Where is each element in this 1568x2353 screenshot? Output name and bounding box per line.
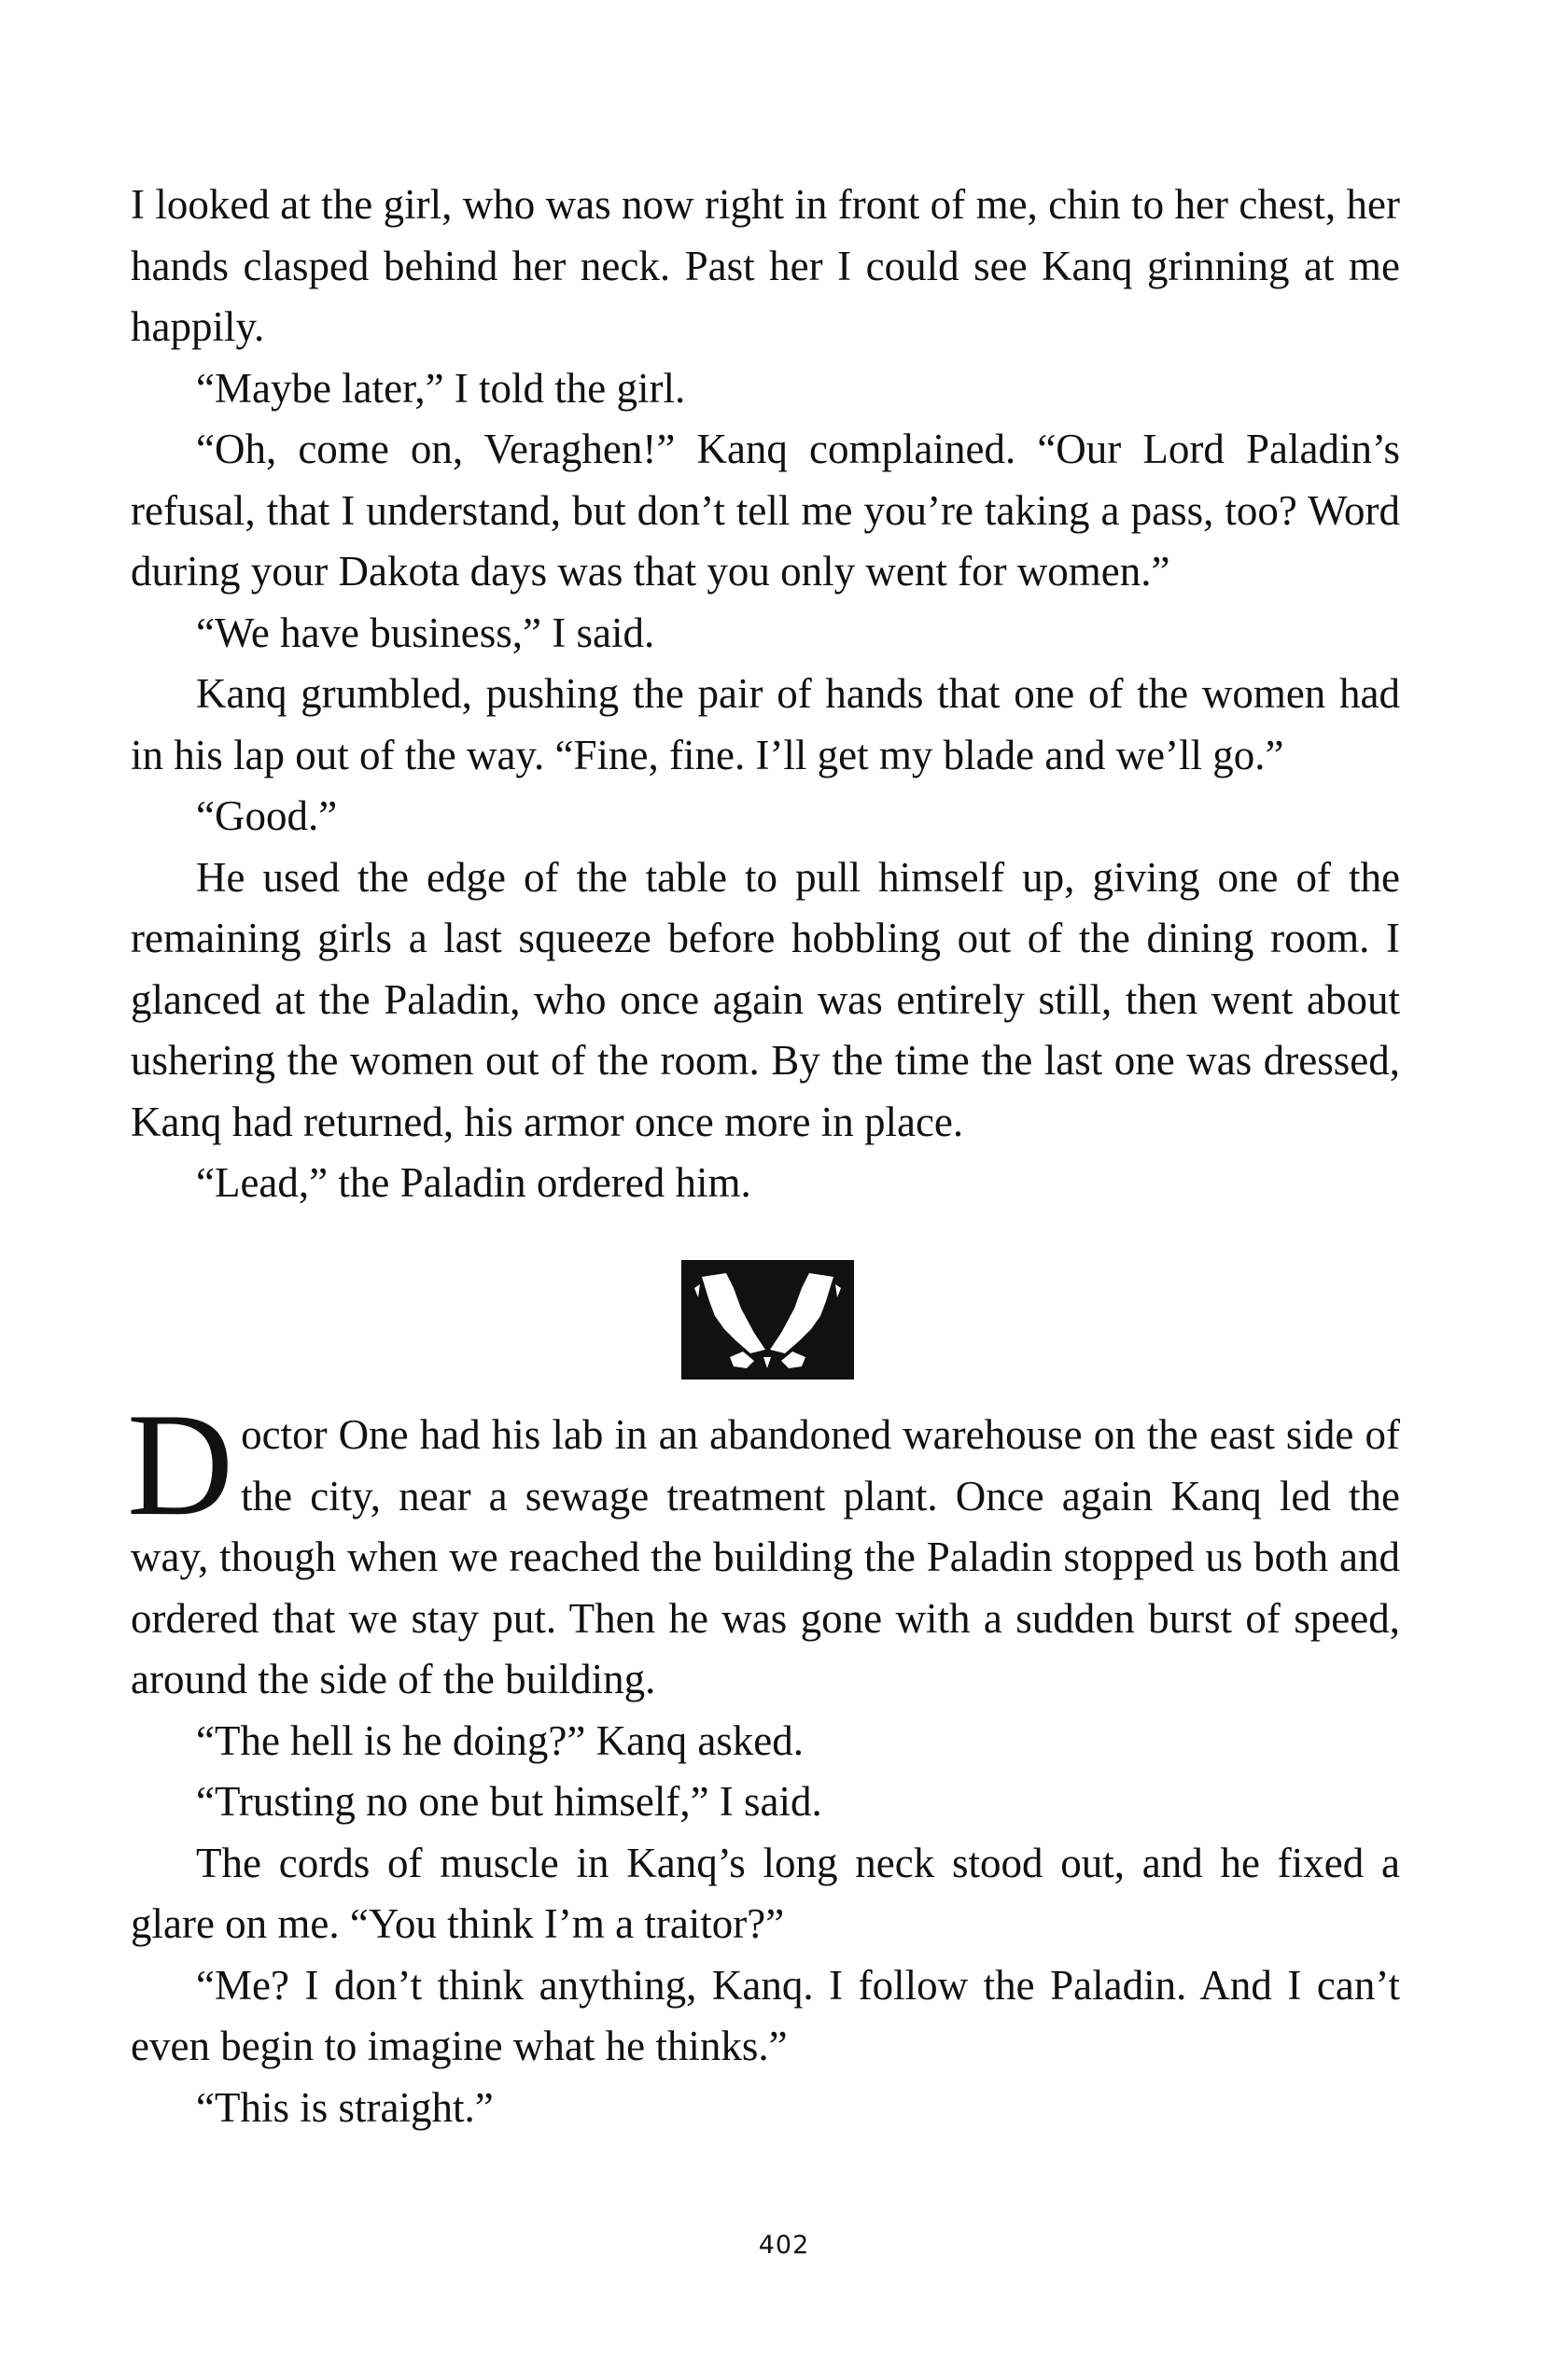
paragraph: “Trusting no one but himself,” I said.	[196, 1778, 822, 1825]
paragraph: “The hell is he doing?” Kanq asked.	[196, 1716, 805, 1764]
paragraph: I looked at the girl, who was now right in front of me, chin to her chest, her hands clasped behind her neck. Past her I could see Kanq grinning at me happily.	[131, 181, 1400, 350]
page-number: 402	[758, 2231, 810, 2260]
paragraph: “We have business,” I said.	[196, 609, 655, 656]
opening-paragraph-text: octor One had his lab in an abandoned warehouse on the east side of the city, near a sewage treatment plant. Once again Kanq led the way, though when we reached the building the Paladin stopped us both and ordered that we stay put. Then he was gone with a sudden burst of speed, around the side of the building.	[131, 1411, 1400, 1702]
paragraph: “This is straight.”	[196, 2083, 494, 2131]
section-ornament-icon	[681, 1260, 854, 1380]
opening-paragraph	[127, 1383, 1400, 1711]
paragraph: He used the edge of the table to pull himself up, giving one of the remaining girls a last squeeze before hobbling out of the dining room. I glanced at the Paladin, who once again was entirely still, then went about ushering the women out of the room. By the time the last one was dressed, Kanq had returned, his armor once more in place.	[131, 853, 1400, 1145]
paragraph: “Maybe later,” I told the girl.	[196, 364, 686, 412]
paragraph: “Lead,” the Paladin ordered him.	[196, 1159, 751, 1206]
paragraph: The cords of muscle in Kanq’s long neck stood out, and he fixed a glare on me. “You think I’m a traitor?”	[131, 1839, 1400, 1947]
paragraph: Kanq grumbled, pushing the pair of hands that one of the women had in his lap out of the way. “Fine, fine. I’ll get my blade and we’ll go.”	[131, 670, 1400, 778]
text-block-section-two	[127, 1383, 1400, 2138]
text-block-top	[131, 175, 1400, 1214]
drop-cap: D	[127, 1383, 234, 1547]
paragraph: “Good.”	[196, 792, 338, 839]
paragraph: “Oh, come on, Veraghen!” Kanq complained. “Our Lord Paladin’s refusal, that I understand, but don’t tell me you’re taking a pass, too? Word during your Dakota days was that you only went for women.”	[131, 426, 1400, 595]
paragraph: “Me? I don’t think anything, Kanq. I follow the Paladin. And I can’t even begin to imagine what he thinks.”	[131, 1961, 1400, 2069]
